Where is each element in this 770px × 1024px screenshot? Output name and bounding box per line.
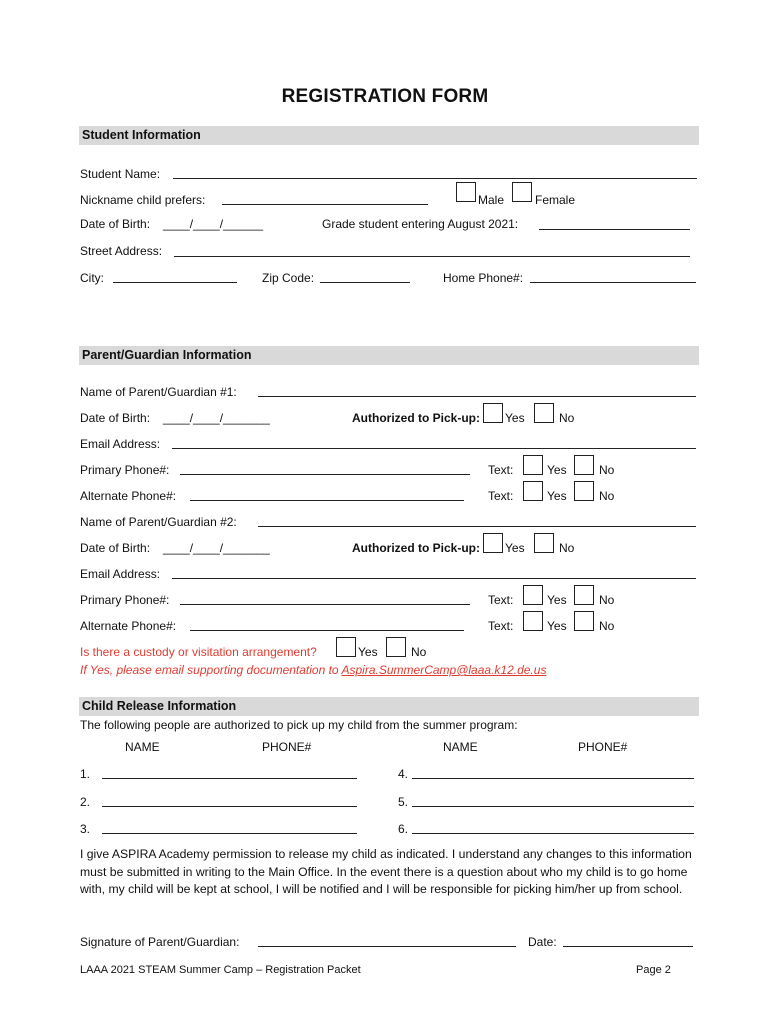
guardian1-name-field[interactable] [258,396,696,397]
release-row-1-number: 1. [80,767,91,781]
guardian1-alternate-text-no-checkbox[interactable] [574,481,594,501]
release-row-6-field[interactable] [412,833,694,834]
custody-note [80,663,546,677]
guardian2-dob-label: Date of Birth: [80,541,151,555]
guardian2-email-label: Email Address: [80,567,161,581]
guardian2-authorized-no-checkbox[interactable] [534,533,554,553]
guardian1-authorized-yes-label: Yes [505,411,525,425]
guardian1-alternate-text-no-label: No [599,489,615,503]
guardian1-authorized-yes-checkbox[interactable] [483,403,503,423]
guardian1-alternate-field[interactable] [190,500,464,501]
release-row-3-number: 3. [80,822,91,836]
release-col-phone-right: PHONE# [578,740,628,754]
release-row-2-field[interactable] [102,806,357,807]
guardian1-alternate-text-label: Text: [488,489,514,503]
release-permission-paragraph: I give ASPIRA Academy permission to release my child as indicated. I understand any changes to this information must be submitted in writing to the Main Office. In the event there is a question about who my child is to go home with, my child will be kept at school, I will be notified and I will be responsible for picking him/her up from school. [80,847,692,896]
guardian1-primary-field[interactable] [180,474,470,475]
release-row-3-field[interactable] [102,833,357,834]
guardian1-alternate-text-yes-label: Yes [547,489,567,503]
release-section-header [79,697,699,716]
parent-section-title: Parent/Guardian Information [82,348,252,362]
guardian1-primary-text-yes-label: Yes [547,463,567,477]
student-dob-field[interactable]: ____/____/______ [163,217,264,231]
signature-field[interactable] [258,946,516,947]
signature-label: Signature of Parent/Guardian: [80,935,240,949]
release-row-5-number: 5. [398,795,409,809]
home-phone-label: Home Phone#: [443,271,524,285]
release-section-title: Child Release Information [82,699,237,713]
male-label: Male [478,193,505,207]
guardian2-primary-text-no-label: No [599,593,615,607]
release-row-1-field[interactable] [102,778,357,779]
student-dob-label: Date of Birth: [80,217,151,231]
guardian2-primary-text-yes-label: Yes [547,593,567,607]
zip-label: Zip Code: [262,271,315,285]
guardian1-authorized-label: Authorized to Pick-up: [352,411,480,425]
custody-note-text: If Yes, please email supporting documentation to [80,663,342,677]
city-field[interactable] [113,282,237,283]
custody-yes-label: Yes [358,645,378,659]
student-section-title: Student Information [82,128,201,142]
male-checkbox[interactable] [456,182,476,202]
zip-field[interactable] [320,282,410,283]
student-name-label: Student Name: [80,167,161,181]
guardian2-name-label: Name of Parent/Guardian #2: [80,515,237,529]
custody-email-link[interactable]: Aspira.SummerCamp@laaa.k12.de.us [341,663,547,677]
custody-question: Is there a custody or visitation arrangement? [80,645,317,659]
nickname-label: Nickname child prefers: [80,193,206,207]
release-col-phone-left: PHONE# [262,740,312,754]
date-label: Date: [528,935,557,949]
guardian2-primary-text-label: Text: [488,593,514,607]
release-col-name-left: NAME [125,740,160,754]
release-row-4-number: 4. [398,767,409,781]
guardian2-alternate-text-yes-checkbox[interactable] [523,611,543,631]
guardian2-primary-field[interactable] [180,604,470,605]
home-phone-field[interactable] [530,282,696,283]
custody-no-label: No [411,645,427,659]
custody-yes-checkbox[interactable] [336,637,356,657]
guardian1-primary-text-no-label: No [599,463,615,477]
guardian2-primary-text-yes-checkbox[interactable] [523,585,543,605]
street-label: Street Address: [80,244,163,258]
release-row-6-number: 6. [398,822,409,836]
page-number: Page 2 [636,964,671,976]
guardian2-alternate-text-label: Text: [488,619,514,633]
guardian1-email-label: Email Address: [80,437,161,451]
female-label: Female [535,193,576,207]
date-field[interactable] [563,946,693,947]
guardian1-alternate-label: Alternate Phone#: [80,489,177,503]
parent-section-header [79,346,699,365]
city-label: City: [80,271,104,285]
guardian2-alternate-text-no-label: No [599,619,615,633]
guardian1-authorized-no-label: No [559,411,575,425]
custody-no-checkbox[interactable] [386,637,406,657]
female-checkbox[interactable] [512,182,532,202]
guardian2-alternate-field[interactable] [190,630,464,631]
guardian2-dob-field[interactable]: ____/____/_______ [163,541,270,555]
guardian2-authorized-yes-checkbox[interactable] [483,533,503,553]
guardian2-primary-text-no-checkbox[interactable] [574,585,594,605]
release-intro: The following people are authorized to pick up my child from the summer program: [80,718,518,732]
guardian1-name-label: Name of Parent/Guardian #1: [80,385,237,399]
page-title: REGISTRATION FORM [281,86,489,107]
nickname-field[interactable] [222,204,428,205]
release-row-5-field[interactable] [412,806,694,807]
release-row-2-number: 2. [80,795,91,809]
release-row-4-field[interactable] [412,778,694,779]
guardian1-dob-field[interactable]: ____/____/_______ [163,411,270,425]
release-col-name-right: NAME [443,740,478,754]
street-field[interactable] [174,256,690,257]
guardian1-primary-label: Primary Phone#: [80,463,170,477]
guardian2-alternate-text-yes-label: Yes [547,619,567,633]
guardian2-authorized-label: Authorized to Pick-up: [352,541,480,555]
guardian2-primary-label: Primary Phone#: [80,593,170,607]
guardian1-email-field[interactable] [172,448,696,449]
grade-field[interactable] [539,229,690,230]
guardian1-primary-text-no-checkbox[interactable] [574,455,594,475]
guardian2-alternate-label: Alternate Phone#: [80,619,177,633]
student-name-field[interactable] [173,178,697,179]
guardian1-alternate-text-yes-checkbox[interactable] [523,481,543,501]
guardian1-primary-text-yes-checkbox[interactable] [523,455,543,475]
guardian2-alternate-text-no-checkbox[interactable] [574,611,594,631]
guardian2-name-field[interactable] [258,526,696,527]
guardian2-authorized-no-label: No [559,541,575,555]
guardian2-email-field[interactable] [172,578,696,579]
guardian1-authorized-no-checkbox[interactable] [534,403,554,423]
student-section-header [79,126,699,145]
guardian1-primary-text-label: Text: [488,463,514,477]
grade-label: Grade student entering August 2021: [322,217,519,231]
guardian1-dob-label: Date of Birth: [80,411,151,425]
guardian2-authorized-yes-label: Yes [505,541,525,555]
footer-title: LAAA 2021 STEAM Summer Camp – Registration Packet [80,964,361,976]
